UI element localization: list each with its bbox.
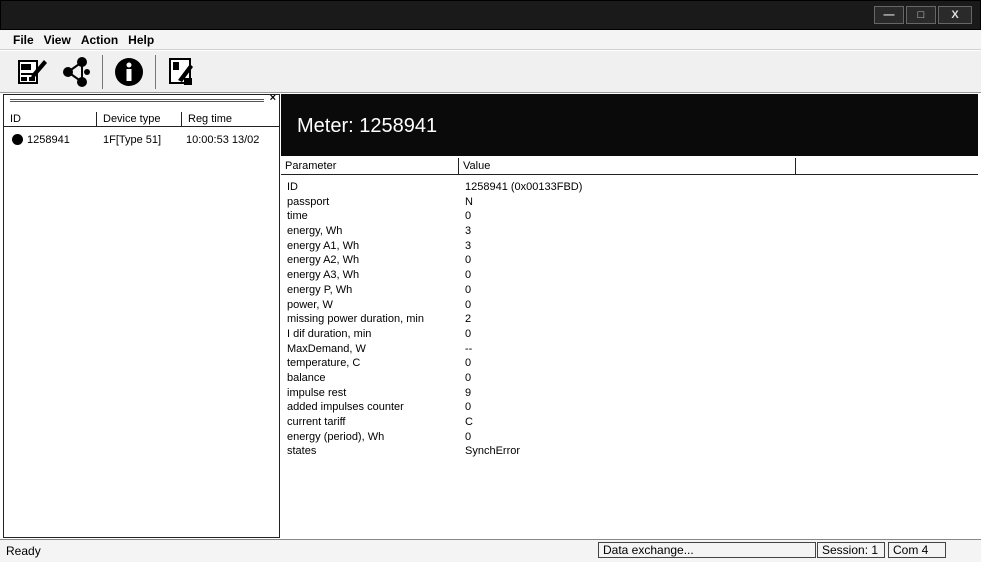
table-row[interactable] bbox=[287, 209, 967, 224]
param-list bbox=[287, 180, 967, 459]
status-text: Ready bbox=[6, 544, 41, 558]
param-value: -- bbox=[465, 342, 473, 355]
device-reg-time: 10:00:53 13/02 bbox=[186, 133, 260, 146]
param-value: 0 bbox=[465, 371, 472, 384]
device-type: 1F[Type 51] bbox=[103, 133, 162, 146]
status-data-exchange: Data exchange... bbox=[598, 542, 816, 558]
menu-view[interactable]: View bbox=[43, 33, 71, 47]
param-name: missing power duration, min bbox=[287, 313, 424, 326]
param-value: C bbox=[465, 416, 473, 428]
table-row[interactable] bbox=[287, 415, 967, 430]
device-list-panel bbox=[3, 94, 280, 538]
column-header-reg-time[interactable]: Reg time bbox=[188, 113, 233, 125]
minimize-icon[interactable]: — bbox=[874, 6, 904, 24]
param-name: energy A2, Wh bbox=[287, 254, 360, 267]
param-value: 0 bbox=[465, 210, 472, 223]
table-row[interactable] bbox=[287, 239, 967, 254]
param-name: energy A1, Wh bbox=[287, 239, 360, 252]
param-name: balance bbox=[287, 371, 326, 384]
status-dot-icon bbox=[12, 134, 23, 145]
column-header-value[interactable]: Value bbox=[459, 158, 796, 174]
table-row[interactable] bbox=[287, 298, 967, 313]
param-name: current tariff bbox=[287, 416, 346, 428]
param-value: 0 bbox=[465, 357, 472, 370]
column-header-parameter[interactable]: Parameter bbox=[281, 158, 459, 174]
param-name: time bbox=[287, 210, 308, 223]
table-row[interactable] bbox=[287, 327, 967, 342]
table-row[interactable] bbox=[287, 386, 967, 401]
window-controls bbox=[872, 6, 972, 24]
status-port: Com 4 bbox=[888, 542, 946, 558]
param-name: temperature, C bbox=[287, 357, 361, 370]
column-header-empty bbox=[796, 158, 978, 174]
status-session: Session: 1 bbox=[817, 542, 885, 558]
table-row[interactable] bbox=[287, 283, 967, 298]
param-name: power, W bbox=[287, 298, 333, 311]
param-value: SynchError bbox=[465, 445, 521, 458]
toolbar-separator bbox=[155, 55, 156, 89]
param-value: 0 bbox=[465, 254, 472, 267]
menu-help[interactable]: Help bbox=[128, 33, 155, 47]
table-row[interactable] bbox=[287, 430, 967, 445]
column-header-device-type[interactable]: Device type bbox=[97, 112, 182, 127]
param-name: energy P, Wh bbox=[287, 283, 353, 296]
info-icon[interactable] bbox=[111, 54, 147, 90]
param-value: 0 bbox=[465, 283, 472, 296]
param-name: states bbox=[287, 445, 317, 458]
param-value: 3 bbox=[465, 239, 472, 252]
table-row[interactable] bbox=[287, 268, 967, 283]
param-value: 3 bbox=[465, 225, 472, 238]
table-row[interactable] bbox=[287, 356, 967, 371]
param-name: I dif duration, min bbox=[287, 327, 372, 340]
table-row[interactable] bbox=[287, 444, 967, 459]
param-value: 0 bbox=[465, 327, 472, 340]
menu-action[interactable]: Action bbox=[80, 33, 119, 47]
column-header-id[interactable]: ID bbox=[4, 112, 97, 127]
table-row[interactable] bbox=[287, 224, 967, 239]
table-row[interactable] bbox=[287, 180, 967, 195]
table-row[interactable] bbox=[287, 342, 967, 357]
toolbar-separator bbox=[102, 55, 103, 89]
meter-detail-panel bbox=[281, 94, 978, 538]
param-value: 0 bbox=[465, 401, 472, 414]
panel-grip[interactable] bbox=[10, 99, 264, 102]
param-value: 0 bbox=[465, 269, 472, 282]
meter-title: Meter: 1258941 bbox=[297, 115, 438, 137]
param-value: 0 bbox=[465, 298, 472, 311]
menu-file[interactable]: File bbox=[13, 33, 34, 47]
close-panel-icon[interactable]: × bbox=[269, 92, 276, 104]
table-row[interactable] bbox=[287, 371, 967, 386]
param-value: 2 bbox=[465, 313, 472, 326]
param-value: N bbox=[465, 195, 473, 208]
status-bar bbox=[0, 539, 981, 562]
edit-meter-icon[interactable] bbox=[14, 54, 50, 90]
param-name: energy (period), Wh bbox=[287, 430, 385, 443]
param-name: energy A3, Wh bbox=[287, 269, 360, 282]
toolbar bbox=[0, 51, 981, 93]
param-name: added impulses counter bbox=[287, 401, 404, 414]
param-name: passport bbox=[287, 195, 330, 208]
param-name: energy, Wh bbox=[287, 225, 343, 238]
close-icon[interactable]: X bbox=[938, 6, 972, 24]
network-icon[interactable] bbox=[58, 54, 94, 90]
param-name: MaxDemand, W bbox=[287, 342, 366, 355]
param-table-header bbox=[281, 158, 978, 175]
param-name: impulse rest bbox=[287, 386, 347, 399]
title-bar bbox=[0, 0, 981, 30]
table-row[interactable] bbox=[287, 400, 967, 415]
table-row[interactable] bbox=[287, 253, 967, 268]
param-value: 0 bbox=[465, 430, 472, 443]
param-name: ID bbox=[287, 181, 298, 193]
menu-bar bbox=[0, 30, 981, 50]
meter-header bbox=[281, 94, 978, 156]
table-row[interactable] bbox=[287, 195, 967, 210]
table-row[interactable] bbox=[287, 312, 967, 327]
maximize-icon[interactable]: □ bbox=[906, 6, 936, 24]
device-id: 1258941 bbox=[27, 133, 70, 146]
device-list-header bbox=[4, 112, 279, 127]
device-row[interactable] bbox=[4, 132, 279, 147]
meter-config-icon[interactable] bbox=[164, 54, 200, 90]
param-value: 1258941 (0x00133FBD) bbox=[465, 181, 583, 193]
param-value: 9 bbox=[465, 386, 472, 399]
